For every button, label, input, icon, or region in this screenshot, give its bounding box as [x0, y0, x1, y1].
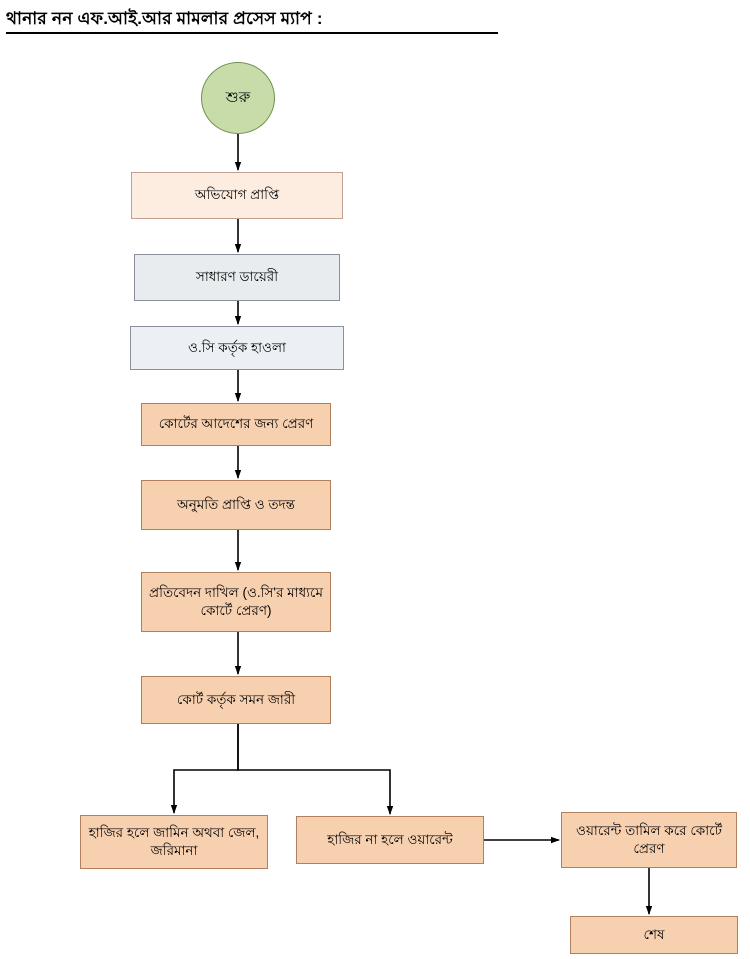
- node-label: অভিযোগ প্রাপ্তি: [194, 187, 280, 203]
- node-label: কোর্ট কর্তৃক সমন জারী: [176, 691, 296, 707]
- node-end[interactable]: [570, 916, 738, 954]
- node-label: ওয়ারেন্ট তামিল করে কোর্টে প্রেরণ: [576, 822, 722, 856]
- node-label: ও.সি কর্তৃক হাওলা: [188, 339, 286, 355]
- node-oc-handover[interactable]: [130, 326, 344, 370]
- node-send-for-court-order[interactable]: [141, 403, 331, 446]
- node-submit-report[interactable]: [141, 572, 331, 632]
- node-label: হাজির না হলে ওয়ারেন্ট: [327, 831, 453, 847]
- node-label: শেষ: [643, 926, 665, 942]
- node-court-summons[interactable]: [141, 676, 331, 724]
- node-general-diary[interactable]: [134, 254, 340, 301]
- node-label: প্রতিবেদন দাখিল (ও.সি'র মাধ্যমে কোর্টে প্রেরণ): [149, 584, 323, 618]
- node-label: অনুমতি প্রাপ্তি ও তদন্ত: [177, 496, 295, 512]
- title-underline: [6, 32, 498, 34]
- page-title: থানার নন এফ.আই.আর মামলার প্রসেস ম্যাপ :: [6, 9, 323, 28]
- node-label: সাধারণ ডায়েরী: [195, 269, 279, 285]
- node-appeared-bail-or-jail[interactable]: [80, 815, 268, 869]
- node-label: হাজির হলে জামিন অথবা জেল, জরিমানা: [88, 824, 260, 858]
- node-permission-and-investigation[interactable]: [141, 480, 331, 530]
- node-complaint-received[interactable]: [131, 172, 343, 219]
- node-start[interactable]: [201, 62, 275, 134]
- node-label: শুরু: [225, 88, 251, 106]
- node-not-appeared-warrant[interactable]: [296, 816, 484, 864]
- node-label: কোর্টের আদেশের জন্য প্রেরণ: [158, 416, 314, 432]
- node-warrant-executed-send-court[interactable]: [561, 812, 737, 868]
